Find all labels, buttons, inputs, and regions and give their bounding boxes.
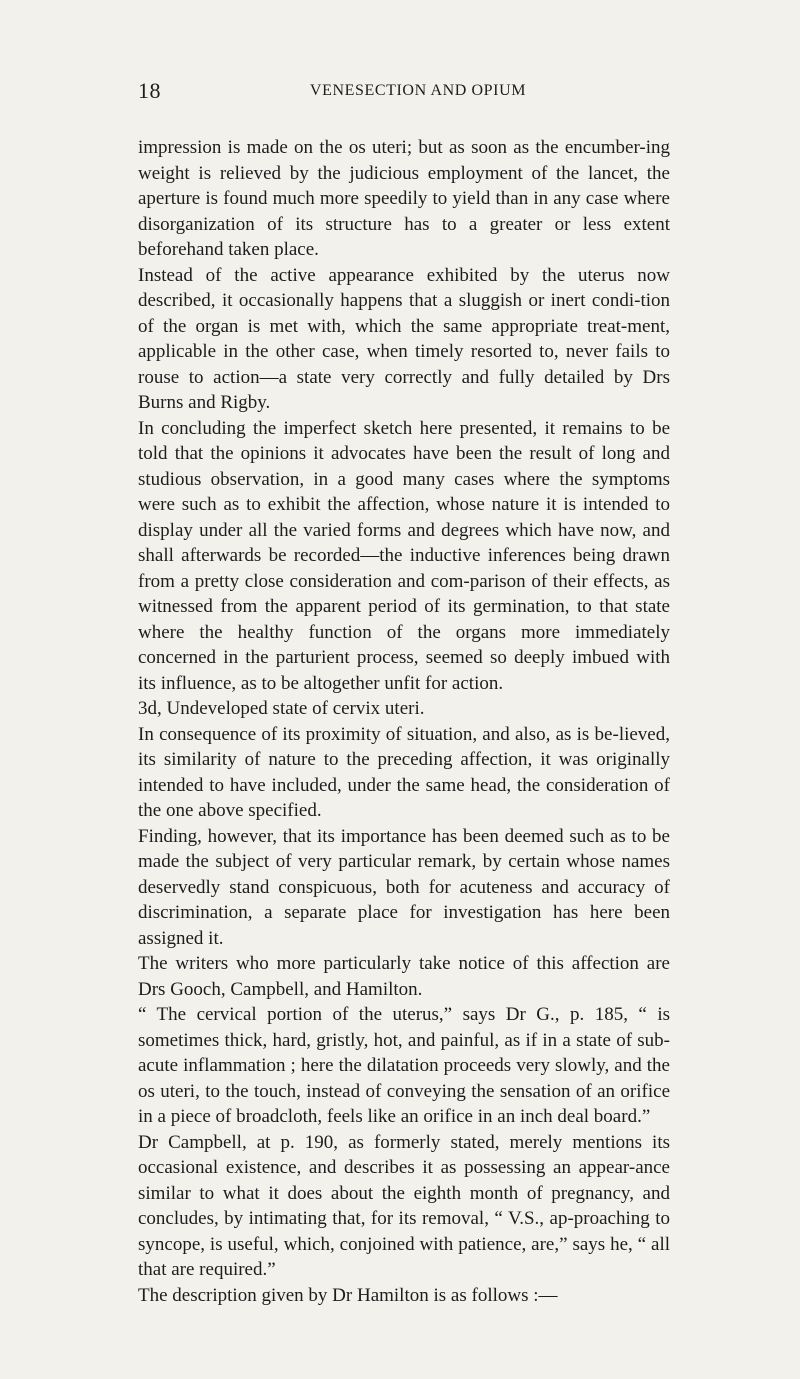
paragraph-4: In consequence of its proximity of situation, and also, as is be-lieved, its similarity of nature to the preceding affection, it was originally intended to have included, under the same head, the consideration of the one above specified. [138,723,670,821]
paragraph-3: In concluding the imperfect sketch here presented, it remains to be told that the opinions it advocates have been the result of long and studious observation, in a good many cases where the symptoms were such as to exhibit the affection, whose nature it is intended to display under all the varied forms and degrees which have now, and shall afterwards be recorded—the inductive inferences being drawn from a pretty close consideration and com-parison of their effects, as witnessed from the apparent period of its germination, to that state where the healthy function of the organs more immediately concerned in the parturient process, seemed so deeply imbued with its influence, as to be altogether unfit for action. [138,417,670,694]
running-head: VENESECTION AND OPIUM [309,82,527,99]
paragraph-6: The writers who more particularly take notice of this affection are Drs Gooch, Campbell, and Hamilton. [138,953,670,1000]
paragraph-8: Dr Campbell, at p. 190, as formerly stated, merely mentions its occasional existence, and describes it as possessing an appear-ance similar to what it does about the eighth month of pregnancy, and concludes, by intimating that, for its removal, “ V.S., ap-proaching to syncope, is useful, which, conjoined with patience, are,” says he, “ all that are required.” [138,1131,670,1280]
page-number: 18 [138,78,161,103]
paragraph-9: The description given by Dr Hamilton is as follows :— [138,1284,558,1306]
paragraph-2: Instead of the active appearance exhibited by the uterus now described, it occasionally happens that a sluggish or inert condi-tion of the organ is met with, which the same appropriate treat-ment, applicable in the other case, when timely resorted to, never fails to rouse to action—a state very correctly and fully detailed by Drs Burns and Rigby. [138,264,670,413]
paragraph-1: impression is made on the os uteri; but as soon as the encumber-ing weight is relieved by the judicious employment of the lancet, the aperture is found much more speedily to yield than in any case where disorganization of its structure has to a greater or less extent beforehand taken place. [138,137,670,260]
section-heading: 3d, Undeveloped state of cervix uteri. [138,698,425,719]
paragraph-5: Finding, however, that its importance has been deemed such as to be made the subject of very particular remark, by certain whose names deservedly stand conspicuous, both for acuteness and accuracy of discrimination, a separate place for investigation has here been assigned it. [138,825,670,949]
page-header [138,78,670,108]
paragraph-7-quote: “ The cervical portion of the uterus,” says Dr G., p. 185, “ is sometimes thick, hard, gristly, hot, and painful, as if in a state of sub-acute inflammation ; here the dilatation proceeds very slowly, and the os uteri, to the touch, instead of conveying the sensation of an orifice in a piece of broadcloth, feels like an orifice in an inch deal board.” [138,1004,670,1127]
body-text [138,135,670,1308]
